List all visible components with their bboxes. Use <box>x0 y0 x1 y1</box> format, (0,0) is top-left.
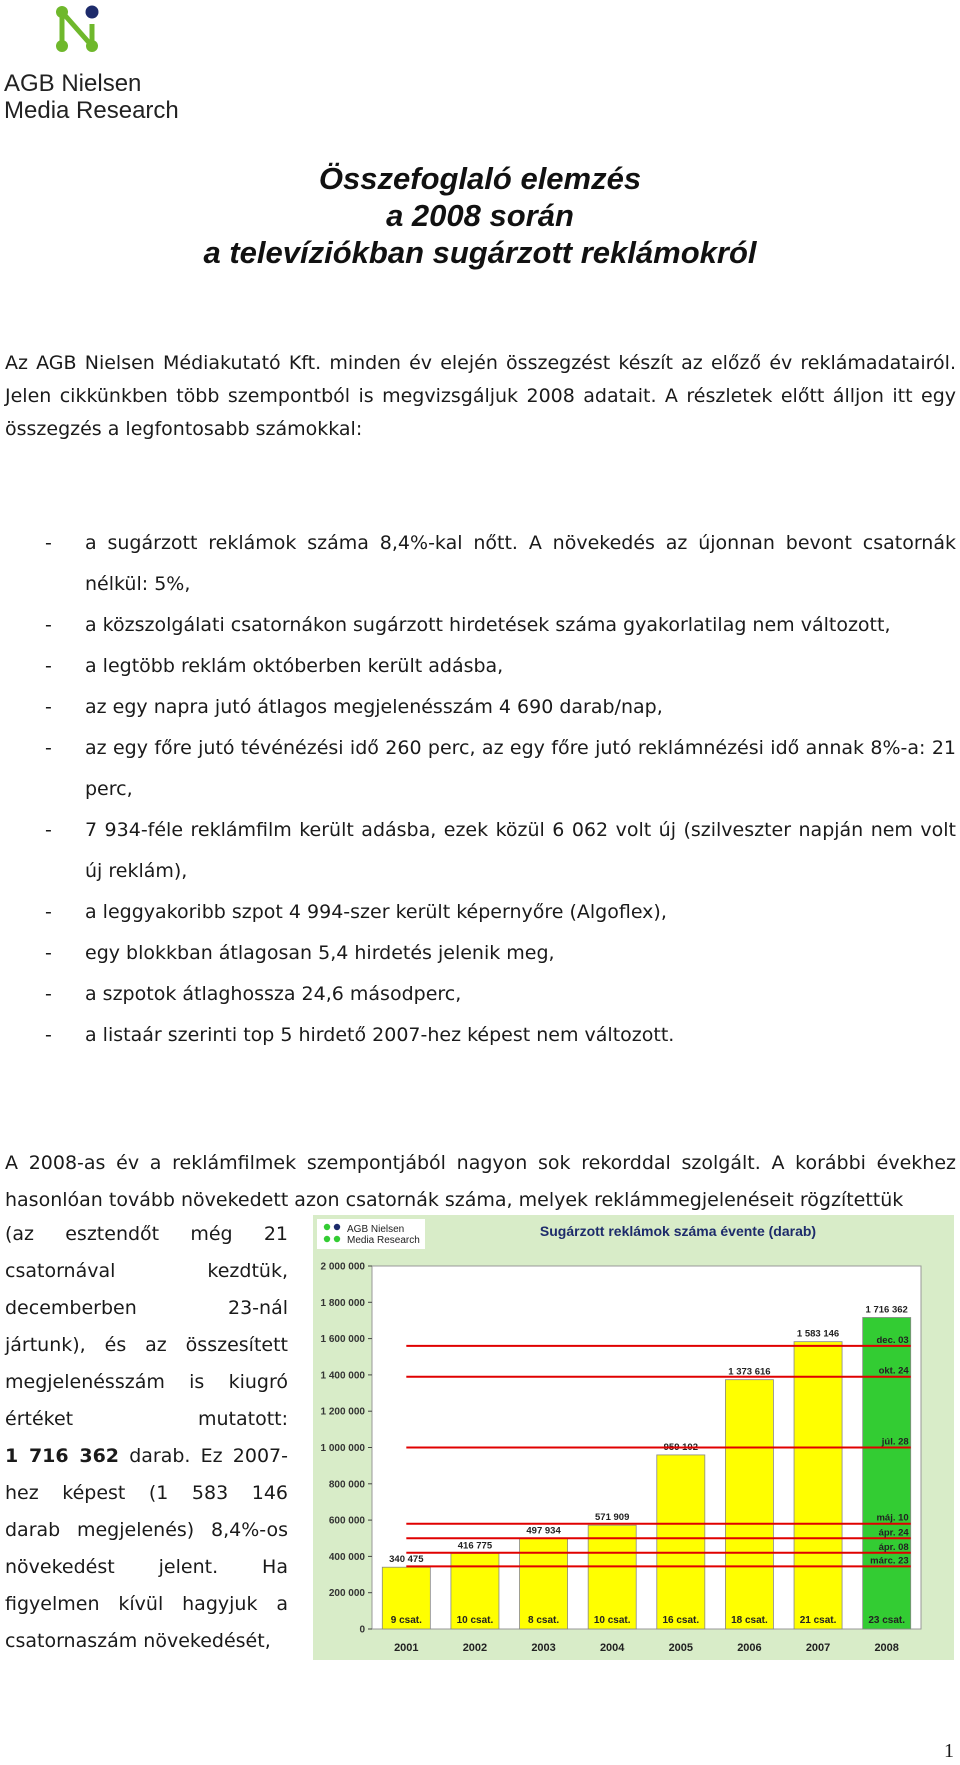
bar-2006 <box>725 1380 773 1629</box>
bullet-item <box>5 523 956 605</box>
bullet-item <box>5 892 956 933</box>
bar-2004 <box>588 1525 636 1629</box>
bar-value-label: 1 373 616 <box>728 1366 771 1378</box>
record-year-paragraph: A 2008-as év a reklámfilmek szempontjából nagyon sok rekorddal szolgált. A korábbi évekhez hasonlóan tovább növekedett azon csatornák száma, melyek reklámmegjelenéseit rögzítettük <box>5 1152 956 1211</box>
bullet-item <box>5 728 956 810</box>
bullet-item <box>5 605 956 646</box>
side-paragraph <box>5 1216 288 1660</box>
x-tick-label: 2002 <box>462 1642 488 1654</box>
bullet-text: a leggyakoribb szpot 4 994-szer került képernyőre (Algoflex), <box>85 901 667 923</box>
bar-value-label: 416 775 <box>457 1540 493 1552</box>
bullet-item <box>5 974 956 1015</box>
annotation-label: máj. 10 <box>876 1512 909 1524</box>
bar-value-label: 959 102 <box>663 1441 698 1453</box>
bar-channel-label: 10 csat. <box>456 1615 494 1626</box>
chart-logo-dot <box>334 1224 340 1230</box>
chart-logo-dot <box>324 1224 330 1230</box>
y-tick-label: 400 000 <box>328 1551 365 1563</box>
side-text-line <box>5 1438 288 1475</box>
logo-line1: AGB Nielsen <box>4 70 142 97</box>
side-text-line: csatornával kezdtük, <box>5 1260 288 1282</box>
bar-channel-label: 18 csat. <box>731 1615 768 1626</box>
side-text-line: növekedést jelent. Ha <box>5 1556 288 1578</box>
y-tick-label: 1 600 000 <box>320 1334 365 1346</box>
bullet-text: 7 934-féle reklámfilm került adásba, ezek közül 6 062 volt új (szilveszter napján nem volt új reklám), <box>85 819 956 882</box>
bullet-item <box>5 810 956 892</box>
y-tick-label: 1 800 000 <box>320 1297 365 1309</box>
document-title <box>0 160 960 271</box>
total-count-value: 1 716 362 <box>5 1445 120 1467</box>
intro-paragraph: Az AGB Nielsen Médiakutató Kft. minden év elején összegzést készít az előző év reklámadatairól. Jelen cikkünkben több szempontból is megvizsgáljuk 2008 adatait. A részletek előtt álljon itt egy összegzés a legfontosabb számokkal: <box>5 352 956 440</box>
side-text-fragment: darab. Ez 2007- <box>119 1445 288 1467</box>
annotation-label: márc. 23 <box>870 1555 909 1567</box>
bar-channel-label: 16 csat. <box>662 1615 700 1626</box>
annotation-label: ápr. 24 <box>878 1527 909 1539</box>
y-tick-label: 1 200 000 <box>320 1406 365 1418</box>
agb-nielsen-logo-icon <box>54 4 104 56</box>
x-tick-label: 2005 <box>668 1642 694 1654</box>
bar-channel-label: 9 csat. <box>390 1615 422 1626</box>
yearly-ad-count-chart <box>313 1215 954 1660</box>
title-line3: a televíziókban sugárzott reklámokról <box>203 235 757 270</box>
bar-value-label: 571 909 <box>595 1512 630 1524</box>
y-tick-label: 1 000 000 <box>320 1443 365 1454</box>
annotation-label: okt. 24 <box>878 1365 909 1377</box>
bullet-dash: - <box>45 901 52 923</box>
y-tick-label: 800 000 <box>328 1479 365 1491</box>
side-text-line: jártunk), és az összesített <box>5 1334 288 1356</box>
side-text-line: (az esztendőt még 21 <box>5 1223 288 1245</box>
page-number: 1 <box>944 1740 954 1762</box>
bullet-text: az egy napra jutó átlagos megjelenésszám 4 690 darab/nap, <box>85 696 663 718</box>
y-tick-label: 2 000 000 <box>320 1261 365 1273</box>
chart-title: Sugárzott reklámok száma évente (darab) <box>539 1223 817 1239</box>
bar-value-label: 497 934 <box>526 1525 561 1537</box>
title-line1: Összefoglaló elemzés <box>318 161 642 196</box>
bullet-text: a listaár szerinti top 5 hirdető 2007-hez képest nem változott. <box>85 1024 675 1046</box>
bullet-dash: - <box>45 696 52 718</box>
bullet-text: az egy főre jutó tévénézési idő 260 perc, az egy főre jutó reklámnézési idő annak 8%-a: 21 perc, <box>85 737 956 800</box>
side-text-line: darab megjelenés) 8,4%-os <box>5 1519 288 1541</box>
annotation-label: dec. 03 <box>876 1334 909 1346</box>
chart-logo-dot <box>324 1236 330 1242</box>
bullet-text: a sugárzott reklámok száma 8,4%-kal nőtt. A növekedés az újonnan bevont csatornák nélkül: 5%, <box>85 532 956 595</box>
bullet-dash: - <box>45 737 52 759</box>
bullet-item <box>5 1015 956 1056</box>
bullet-text: a szpotok átlaghossza 24,6 másodperc, <box>85 983 462 1005</box>
annotation-label: júl. 28 <box>881 1436 909 1448</box>
bar-channel-label: 23 csat. <box>868 1615 906 1626</box>
bar-channel-label: 8 csat. <box>527 1615 560 1626</box>
agb-nielsen-logo <box>4 4 214 124</box>
bullet-dash: - <box>45 983 52 1005</box>
chart-logo-line1: AGB Nielsen <box>347 1224 405 1235</box>
side-text-line: megjelenésszám is kiugró <box>5 1371 288 1393</box>
bar-2008 <box>863 1317 911 1629</box>
bullet-dash: - <box>45 942 52 964</box>
bullet-item <box>5 646 956 687</box>
bar-value-label: 340 475 <box>389 1554 424 1566</box>
x-tick-label: 2007 <box>805 1642 831 1654</box>
y-tick-label: 1 400 000 <box>320 1370 365 1382</box>
bar-channel-label: 10 csat. <box>593 1615 631 1626</box>
x-tick-label: 2001 <box>394 1642 419 1654</box>
y-tick-label: 0 <box>359 1624 365 1636</box>
logo-line2: Media Research <box>4 97 179 124</box>
bullet-dash: - <box>45 532 52 554</box>
bar-value-label: 1 583 146 <box>796 1328 840 1340</box>
title-line2: a 2008 során <box>386 198 574 233</box>
side-text-line: decemberben 23-nál <box>5 1297 288 1319</box>
side-text-line: figyelmen kívül hagyjuk a <box>5 1593 288 1615</box>
bar-value-label: 1 716 362 <box>865 1304 908 1316</box>
bar-chart-svg <box>313 1215 954 1660</box>
bullet-dash: - <box>45 819 52 841</box>
side-text-line: értéket mutatott: <box>5 1408 288 1430</box>
bullet-dash: - <box>45 1024 52 1046</box>
bullet-text: a közszolgálati csatornákon sugárzott hirdetések száma gyakorlatilag nem változott, <box>85 614 891 636</box>
chart-logo-line2: Media Research <box>347 1235 420 1246</box>
x-tick-label: 2008 <box>874 1642 899 1654</box>
x-tick-label: 2006 <box>737 1642 762 1654</box>
side-text-line: hez képest (1 583 146 <box>5 1482 288 1504</box>
y-tick-label: 200 000 <box>328 1588 365 1600</box>
y-tick-label: 600 000 <box>328 1515 365 1527</box>
bar-2005 <box>657 1455 705 1629</box>
bar-2007 <box>794 1342 842 1629</box>
x-tick-label: 2004 <box>599 1642 625 1654</box>
side-text-line: csatornaszám növekedését, <box>5 1630 271 1652</box>
chart-logo-dot <box>334 1236 340 1242</box>
x-tick-label: 2003 <box>531 1642 556 1654</box>
bar-channel-label: 21 csat. <box>799 1615 837 1626</box>
bullet-text: egy blokkban átlagosan 5,4 hirdetés jelenik meg, <box>85 942 555 964</box>
bullet-item <box>5 687 956 728</box>
bullet-dash: - <box>45 655 52 677</box>
summary-bullet-list <box>5 523 956 1056</box>
bullet-text: a legtöbb reklám októberben került adásba, <box>85 655 504 677</box>
bullet-item <box>5 933 956 974</box>
annotation-label: ápr. 08 <box>878 1541 909 1553</box>
bullet-dash: - <box>45 614 52 636</box>
